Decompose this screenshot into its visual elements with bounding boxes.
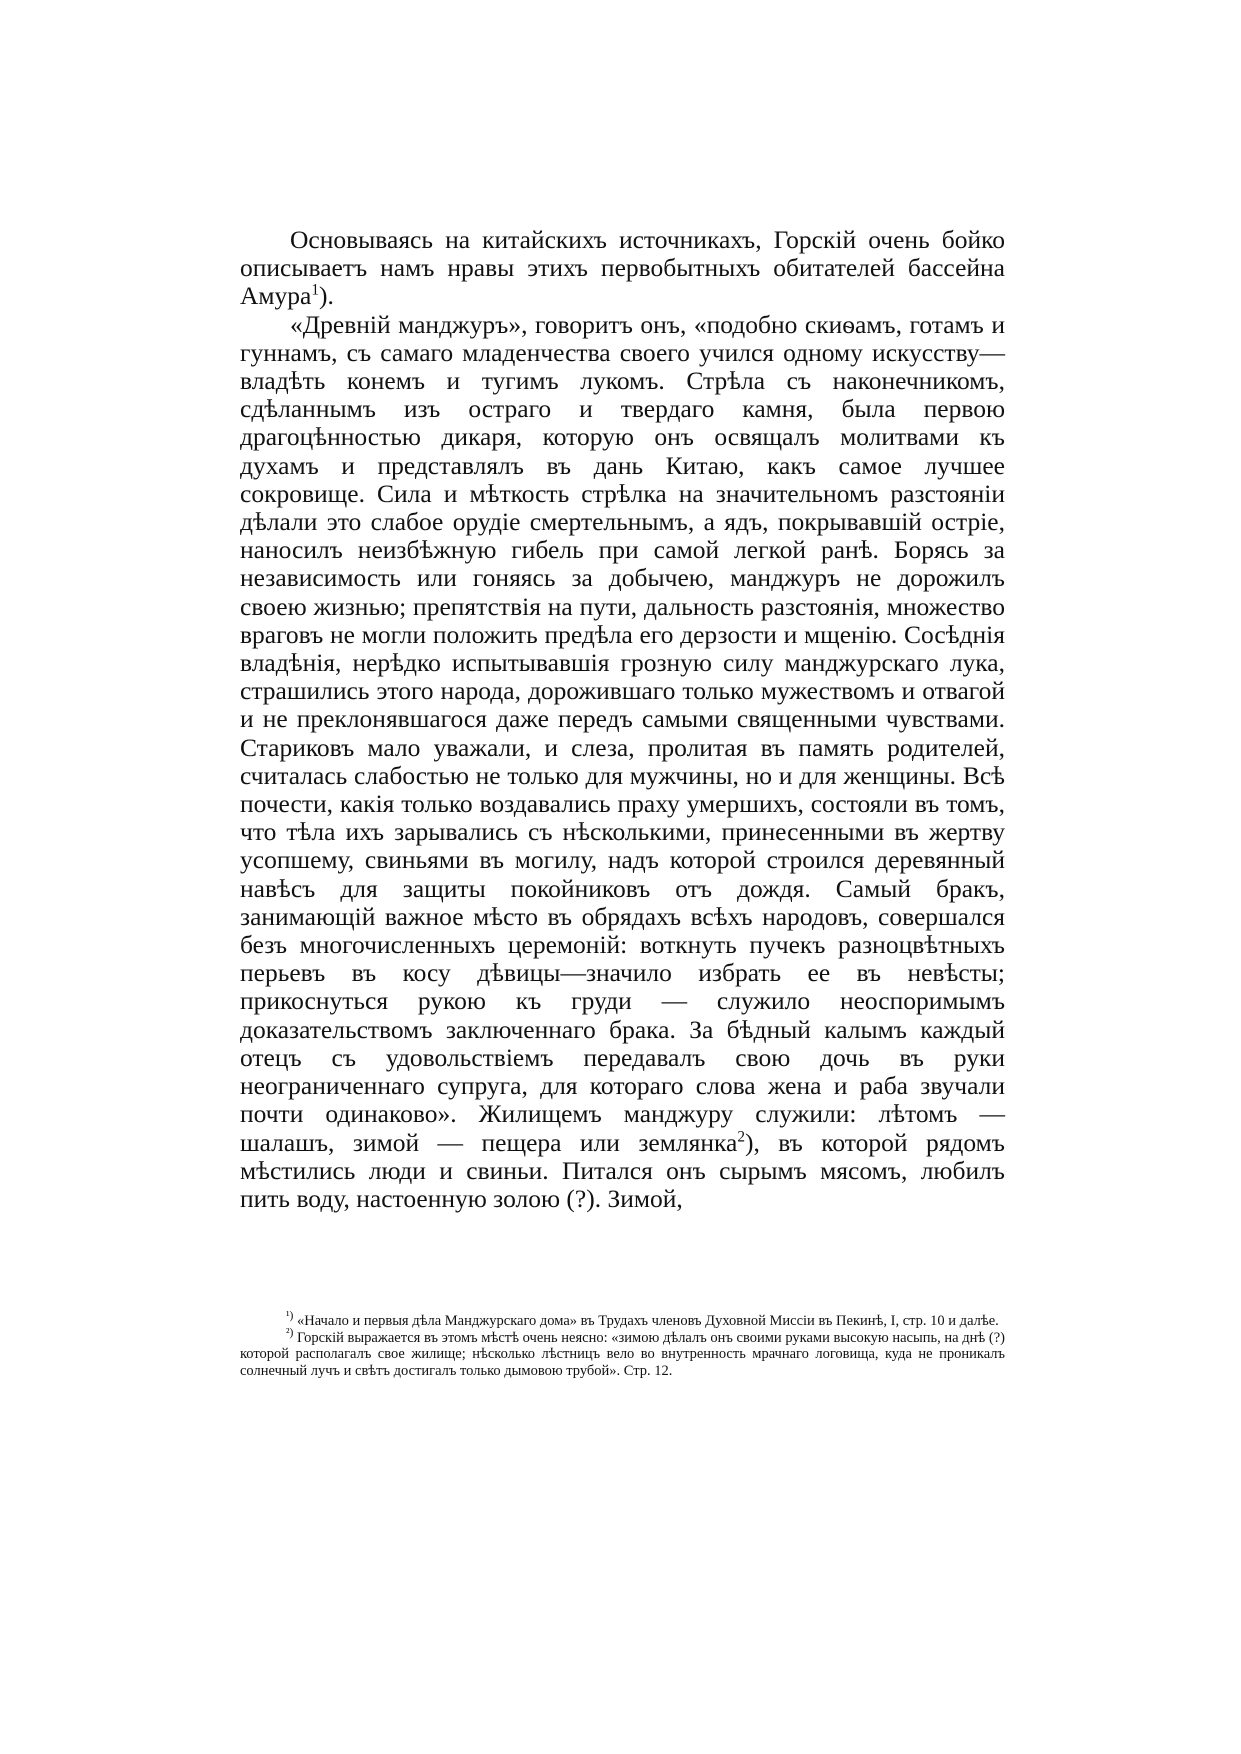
footnote-2-text: Горскій выражается въ этомъ мѣстѣ очень неясно: «зимою дѣлалъ онъ своими руками высокую насыпь, на днѣ (?) которой располагалъ свое жилище; нѣсколько лѣстницъ вело во внутренность мрачнаго логовища, куда не проникалъ солнечный лучъ и свѣтъ достигалъ только дымовою трубой». Стр. 12. [240,1329,1006,1379]
footnote-ref-2: 2 [737,1128,745,1145]
footnote-1 [240,1309,1005,1330]
paragraph-1-tail: ). [319,281,334,311]
paragraph-1-text: Основываясь на китайскихъ источникахъ, Горскій очень бойко описываетъ намъ нравы этихъ первобытныхъ обитателей бассейна Амура [240,225,1005,311]
paragraph-2 [240,311,1005,1214]
footnote-2 [240,1325,1006,1380]
footnote-ref-1: 1 [311,281,320,299]
paragraph-2-text: «Древній манджуръ», говоритъ онъ, «подобно скиѳамъ, готамъ и гуннамъ, съ самаго младенчества своего учился одному искусству—владѣть конемъ и тугимъ лукомъ. Стрѣла съ наконечникомъ, сдѣланнымъ изъ остраго и твердаго камня, была первою драгоцѣнностью дикаря, которую онъ освящалъ молитвами къ духамъ и представлялъ въ дань Китаю, какъ самое лучшее сокровище. Сила и мѣткость стрѣлка на значительномъ разстояніи дѣлали это слабое орудіе смертельнымъ, а ядъ, покрывавшій остріе, наносилъ неизбѣжную гибель при самой легкой ранѣ. Борясь за независимость или гоняясь за добычею, манджуръ не дорожилъ своею жизнью; препятствія на пути, дальность разстоянія, множество враговъ не могли положить предѣла его дерзости и мщенію. Сосѣднія владѣнія, нерѣдко испытывавшія грозную силу манджурскаго лука, страшились этого народа, дорожившаго только мужествомъ и отвагой и не преклонявшагося даже передъ самыми священными чувствами. Стариковъ мало уважали, и слеза, пролитая въ память родителей, считалась слабостью не только для мужчины, но и для женщины. Всѣ почести, какія только воздавались праху умершихъ, состояли въ томъ, что тѣла ихъ зарывались съ нѣсколькими, принесенными въ жертву усопшему, свиньями въ могилу, надъ которой строился деревянный навѣсъ для защиты покойниковъ отъ дождя. Самый бракъ, занимающій важное мѣсто въ обрядахъ всѣхъ народовъ, совершался безъ многочисленныхъ церемоній: воткнуть пучекъ разноцвѣтныхъ перьевъ въ косу дѣвицы—значило избрать ее въ невѣсты; прикоснуться рукою къ груди — служило неоспоримымъ доказательствомъ заключеннаго брака. За бѣдный калымъ каждый отецъ съ удовольствіемъ передавалъ свою дочь въ руки неограниченнаго супруга, для котораго слова жена и раба звучали почти одинаково». Жилищемъ манджуру служили: лѣтомъ — шалашъ, зимой — пещера или землянка [240,309,1005,1157]
main-text [240,226,1005,1213]
footnote-1-mark: ¹) [286,1309,294,1323]
paragraph-2-tail: ), въ которой рядомъ мѣстились люди и свиньи. Питался онъ сырымъ мясомъ, любилъ пить воду, настоенную золою (?). Зимой, [240,1127,1005,1213]
paragraph-1 [240,226,1005,311]
footnote-2-mark: ²) [286,1325,294,1339]
footnote-1-text: «Начало и первыя дѣла Манджурскаго дома» въ Трудахъ членовъ Духовной Миссіи въ Пекинѣ, I, стр. 10 и далѣе. [296,1313,999,1329]
footnotes [240,1309,1006,1379]
